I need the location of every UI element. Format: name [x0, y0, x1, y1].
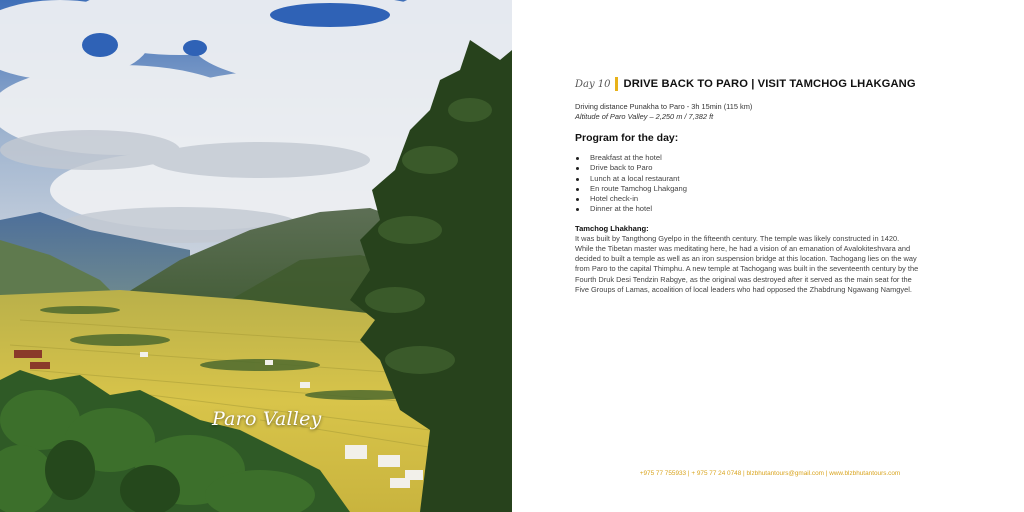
section-line: It was built by Tangthong Gyelpo in the fifteenth century. The temple was likely constructed in 1420. — [575, 233, 900, 243]
program-item: Hotel check-in — [575, 194, 960, 204]
driving-distance: Driving distance Punakha to Paro - 3h 15min (115 km) — [575, 102, 753, 111]
trip-meta — [575, 102, 960, 122]
program-item: Breakfast at the hotel — [575, 153, 960, 163]
section-line: While the Tibetan master was meditating here, he had a vision of an emanation of Avalokiteshvara and — [575, 243, 911, 253]
program-title: Program for the day: — [575, 132, 679, 144]
day-accent-bar — [615, 77, 618, 91]
section-line: decided to built a temple as well as an iron suspension bridge at this location. Tachogang lies on the way — [575, 254, 917, 264]
day-header — [575, 76, 960, 92]
section-line: Five Groups of Lamas, acoalition of local leaders who had opposed the Zhabdrung Ngawang Namgyel. — [575, 284, 912, 294]
section-title: Tamchog Lhakhang: — [575, 223, 649, 233]
contact-footer: +975 77 755933 | + 975 77 24 0748 | blzbhutantours@gmail.com | www.blzbhutantours.com — [639, 470, 901, 477]
program-item: Lunch at a local restaurant — [575, 174, 960, 184]
section-body — [575, 234, 960, 295]
valley-altitude: Altitude of Paro Valley – 2,250 m / 7,382 ft — [575, 112, 714, 121]
day-title: DRIVE BACK TO PARO | VISIT TAMCHOG LHAKGANG — [623, 78, 916, 90]
day-label: Day 10 — [575, 78, 611, 90]
program-item: Drive back to Paro — [575, 163, 960, 173]
itinerary-content — [575, 76, 960, 295]
program-item: En route Tamchog Lhakgang — [575, 184, 960, 194]
program-list — [575, 153, 960, 215]
section-line: from Paro to the capital Thimphu. A new temple at Tachogang was built in the seventeenth century by the — [575, 264, 919, 274]
photo-caption: Paro Valley — [212, 408, 322, 430]
program-item: Dinner at the hotel — [575, 204, 960, 214]
section-line: Fourth Druk Desi Tendzin Rabgye, as the original was destroyed after it served as the main seat for the — [575, 274, 912, 284]
